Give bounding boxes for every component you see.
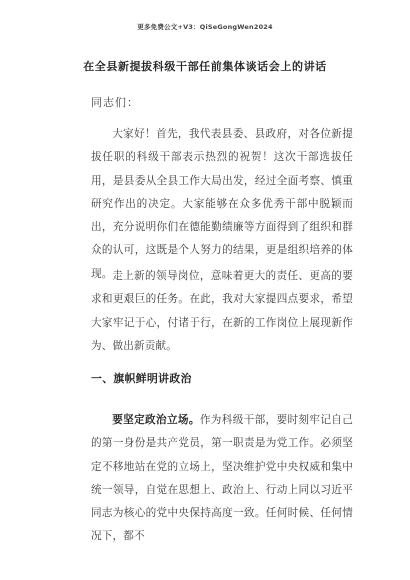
header-note: 更多免费公文+V3：QiSeGongWen2024 [137,23,273,31]
paragraph-lead: 要坚定政治立场。 [112,414,200,426]
document-title: 在全县新提拔科级干部任前集体谈话会上的讲话 [83,60,327,73]
salutation: 同志们： [91,96,139,109]
section-heading-1: 一、旗帜鲜明讲政治 [91,372,192,385]
paragraph-requirements-intro: 走上新的领导岗位，意味着更大的责任、更高的要求和更艰巨的任务。在此，我对大家提四点要求，希望大家牢记于心，付诸于行，在新的工作岗位上展现新作为、做出新贡献。 [91,270,353,352]
paragraph-greeting: 大家好！首先，我代表县委、县政府，对各位新提拔任职的科级干部表示热烈的祝贺！这次干部选拔任用，是县委从全县工作大局出发，经过全面考察、慎重研究作出的决定。大家能够在众多优秀干部中脱颖而出，充分说明你们在德能勤绩廉等方面得到了组织和群众的认可，这既是个人努力的结果，更是组织培养的体现。 [91,128,353,280]
paragraph-body: 作为科级干部，要时刻牢记自己的第一身份是共产党员，第一职责是为党工作。必须坚定不移地站在党的立场上，坚决维护党中央权威和集中统一领导，自觉在思想上、政治上、行动上同以习近平同志为核心的党中央保持高度一致。任何时候、任何情况下，都不 [91,414,353,543]
paragraph-political-stance [91,409,353,549]
